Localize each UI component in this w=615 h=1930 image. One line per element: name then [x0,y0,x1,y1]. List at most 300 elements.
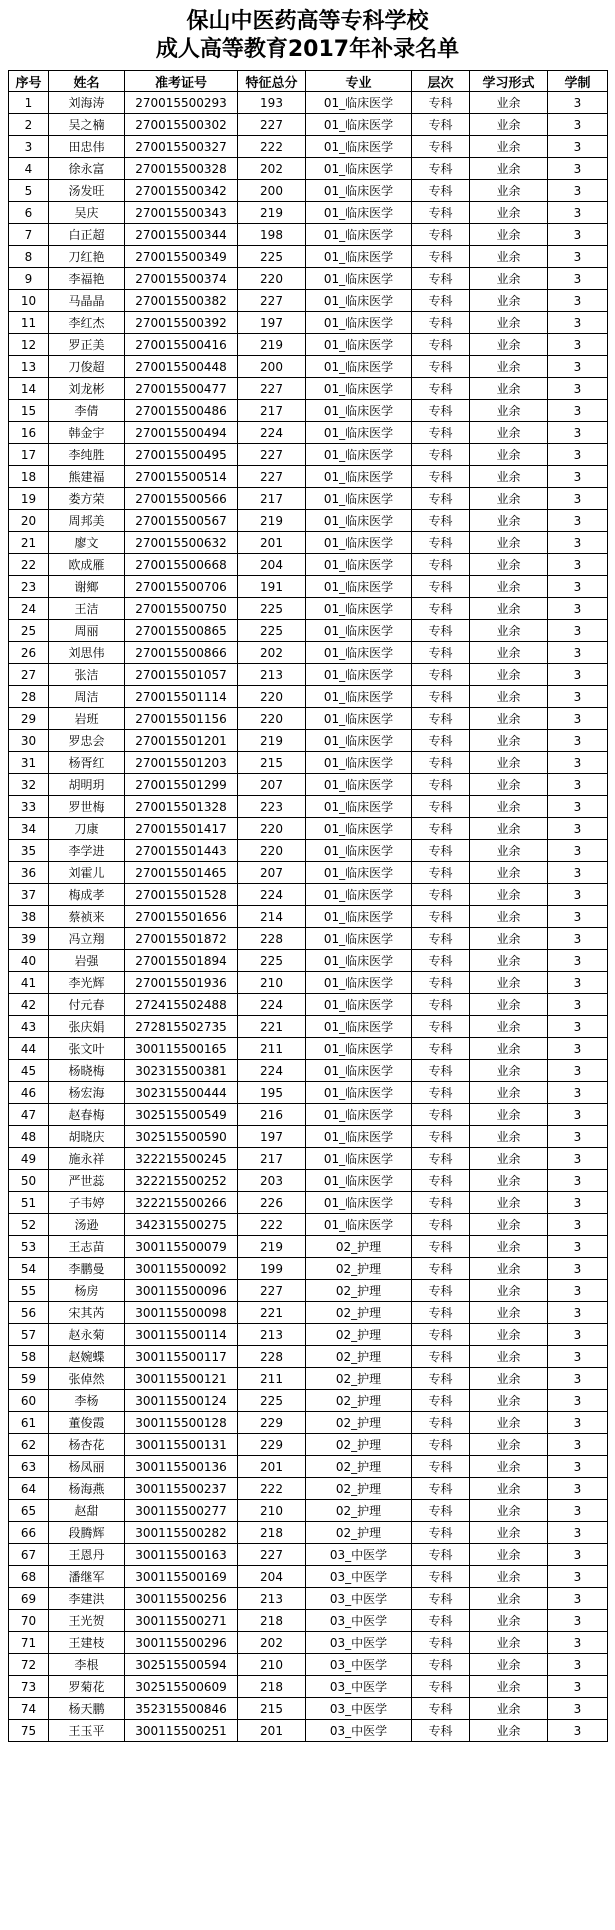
cell-index: 8 [9,246,49,268]
cell-total-score: 224 [238,884,306,906]
cell-level: 专科 [412,1060,470,1082]
cell-total-score: 220 [238,686,306,708]
cell-name: 李杨 [49,1390,125,1412]
cell-name: 李倩 [49,400,125,422]
cell-major: 01_临床医学 [306,1082,412,1104]
cell-exam-number: 270015500632 [125,532,238,554]
cell-index: 28 [9,686,49,708]
cell-total-score: 216 [238,1104,306,1126]
cell-duration: 3 [548,488,608,510]
cell-name: 张文叶 [49,1038,125,1060]
cell-duration: 3 [548,422,608,444]
cell-duration: 3 [548,400,608,422]
cell-total-score: 213 [238,664,306,686]
cell-study-mode: 业余 [470,840,548,862]
cell-level: 专科 [412,950,470,972]
cell-study-mode: 业余 [470,312,548,334]
cell-index: 14 [9,378,49,400]
table-row [9,466,608,488]
cell-major: 02_护理 [306,1236,412,1258]
cell-total-score: 197 [238,1126,306,1148]
cell-name: 赵婉蝶 [49,1346,125,1368]
cell-total-score: 200 [238,180,306,202]
table-header-row [9,71,608,92]
cell-exam-number: 270015501201 [125,730,238,752]
table-row [9,532,608,554]
cell-name: 杨房 [49,1280,125,1302]
cell-duration: 3 [548,1082,608,1104]
cell-major: 01_临床医学 [306,598,412,620]
cell-exam-number: 270015501203 [125,752,238,774]
header-index: 序号 [9,71,49,92]
cell-exam-number: 272815502735 [125,1016,238,1038]
cell-duration: 3 [548,1170,608,1192]
cell-index: 25 [9,620,49,642]
cell-total-score: 202 [238,1632,306,1654]
cell-index: 31 [9,752,49,774]
table-row [9,598,608,620]
cell-duration: 3 [548,1632,608,1654]
cell-exam-number: 270015500477 [125,378,238,400]
cell-duration: 3 [548,928,608,950]
cell-total-score: 202 [238,642,306,664]
cell-major: 01_临床医学 [306,202,412,224]
table-row [9,1192,608,1214]
cell-level: 专科 [412,1126,470,1148]
cell-study-mode: 业余 [470,180,548,202]
cell-level: 专科 [412,268,470,290]
cell-study-mode: 业余 [470,950,548,972]
cell-total-score: 207 [238,774,306,796]
header-major: 专业 [306,71,412,92]
cell-total-score: 222 [238,136,306,158]
cell-index: 47 [9,1104,49,1126]
cell-major: 01_临床医学 [306,1126,412,1148]
cell-level: 专科 [412,1434,470,1456]
cell-exam-number: 270015500328 [125,158,238,180]
cell-level: 专科 [412,312,470,334]
cell-total-score: 227 [238,466,306,488]
cell-duration: 3 [548,1698,608,1720]
table-row [9,1522,608,1544]
cell-major: 01_临床医学 [306,840,412,862]
cell-level: 专科 [412,1676,470,1698]
cell-duration: 3 [548,730,608,752]
table-row [9,1478,608,1500]
cell-name: 赵春梅 [49,1104,125,1126]
cell-total-score: 218 [238,1676,306,1698]
cell-exam-number: 300115500165 [125,1038,238,1060]
cell-study-mode: 业余 [470,136,548,158]
cell-study-mode: 业余 [470,1412,548,1434]
cell-major: 01_临床医学 [306,532,412,554]
cell-total-score: 204 [238,1566,306,1588]
cell-study-mode: 业余 [470,158,548,180]
cell-exam-number: 300115500092 [125,1258,238,1280]
cell-index: 24 [9,598,49,620]
cell-exam-number: 300115500251 [125,1720,238,1742]
table-row [9,488,608,510]
cell-duration: 3 [548,1280,608,1302]
table-row [9,686,608,708]
cell-name: 白正超 [49,224,125,246]
cell-level: 专科 [412,1016,470,1038]
cell-exam-number: 270015500514 [125,466,238,488]
cell-exam-number: 270015501417 [125,818,238,840]
cell-index: 38 [9,906,49,928]
cell-duration: 3 [548,906,608,928]
cell-duration: 3 [548,972,608,994]
cell-name: 李建洪 [49,1588,125,1610]
cell-major: 01_临床医学 [306,136,412,158]
cell-study-mode: 业余 [470,202,548,224]
cell-study-mode: 业余 [470,1060,548,1082]
cell-exam-number: 270015500495 [125,444,238,466]
cell-name: 王志苗 [49,1236,125,1258]
cell-major: 01_临床医学 [306,708,412,730]
cell-exam-number: 270015501114 [125,686,238,708]
cell-study-mode: 业余 [470,444,548,466]
cell-level: 专科 [412,180,470,202]
cell-total-score: 218 [238,1610,306,1632]
cell-duration: 3 [548,554,608,576]
cell-level: 专科 [412,1632,470,1654]
cell-exam-number: 270015501328 [125,796,238,818]
cell-major: 03_中医学 [306,1544,412,1566]
cell-major: 01_临床医学 [306,686,412,708]
cell-duration: 3 [548,444,608,466]
cell-total-score: 229 [238,1434,306,1456]
cell-index: 64 [9,1478,49,1500]
cell-study-mode: 业余 [470,664,548,686]
cell-total-score: 228 [238,928,306,950]
cell-study-mode: 业余 [470,620,548,642]
cell-exam-number: 270015501443 [125,840,238,862]
cell-level: 专科 [412,1324,470,1346]
cell-exam-number: 270015501894 [125,950,238,972]
cell-index: 40 [9,950,49,972]
cell-exam-number: 270015500327 [125,136,238,158]
table-row [9,1038,608,1060]
cell-duration: 3 [548,1126,608,1148]
cell-exam-number: 300115500277 [125,1500,238,1522]
cell-name: 周邦美 [49,510,125,532]
table-row [9,422,608,444]
cell-total-score: 227 [238,444,306,466]
cell-name: 蔡祯来 [49,906,125,928]
cell-duration: 3 [548,950,608,972]
cell-exam-number: 300115500121 [125,1368,238,1390]
cell-level: 专科 [412,1082,470,1104]
cell-index: 16 [9,422,49,444]
cell-duration: 3 [548,1654,608,1676]
cell-name: 吴庆 [49,202,125,224]
cell-level: 专科 [412,1258,470,1280]
cell-name: 王玉平 [49,1720,125,1742]
cell-major: 01_临床医学 [306,752,412,774]
table-row [9,1500,608,1522]
cell-level: 专科 [412,664,470,686]
cell-exam-number: 270015500344 [125,224,238,246]
cell-name: 杨胥红 [49,752,125,774]
cell-name: 王光贺 [49,1610,125,1632]
cell-major: 01_临床医学 [306,114,412,136]
cell-total-score: 213 [238,1588,306,1610]
cell-name: 吴之楠 [49,114,125,136]
cell-study-mode: 业余 [470,1148,548,1170]
cell-index: 13 [9,356,49,378]
cell-duration: 3 [548,92,608,114]
cell-major: 02_护理 [306,1522,412,1544]
cell-level: 专科 [412,158,470,180]
cell-index: 55 [9,1280,49,1302]
cell-duration: 3 [548,862,608,884]
cell-major: 01_临床医学 [306,774,412,796]
cell-total-score: 223 [238,796,306,818]
cell-level: 专科 [412,202,470,224]
cell-name: 张倬然 [49,1368,125,1390]
cell-major: 01_临床医学 [306,642,412,664]
cell-study-mode: 业余 [470,1016,548,1038]
header-name: 姓名 [49,71,125,92]
cell-level: 专科 [412,1148,470,1170]
cell-duration: 3 [548,840,608,862]
cell-exam-number: 322215500266 [125,1192,238,1214]
cell-level: 专科 [412,400,470,422]
cell-index: 2 [9,114,49,136]
cell-level: 专科 [412,1346,470,1368]
table-row [9,1610,608,1632]
cell-duration: 3 [548,1544,608,1566]
cell-duration: 3 [548,158,608,180]
cell-index: 75 [9,1720,49,1742]
cell-total-score: 204 [238,554,306,576]
cell-exam-number: 342315500275 [125,1214,238,1236]
cell-level: 专科 [412,444,470,466]
cell-index: 53 [9,1236,49,1258]
cell-exam-number: 270015500342 [125,180,238,202]
cell-study-mode: 业余 [470,818,548,840]
cell-name: 董俊霞 [49,1412,125,1434]
cell-study-mode: 业余 [470,906,548,928]
cell-study-mode: 业余 [470,1610,548,1632]
cell-major: 02_护理 [306,1412,412,1434]
cell-index: 30 [9,730,49,752]
cell-name: 徐永富 [49,158,125,180]
cell-level: 专科 [412,1522,470,1544]
cell-duration: 3 [548,1434,608,1456]
cell-major: 01_临床医学 [306,1104,412,1126]
table-row [9,1060,608,1082]
cell-study-mode: 业余 [470,1522,548,1544]
cell-major: 02_护理 [306,1324,412,1346]
cell-total-score: 222 [238,1478,306,1500]
cell-exam-number: 270015500302 [125,114,238,136]
cell-level: 专科 [412,224,470,246]
cell-exam-number: 300115500117 [125,1346,238,1368]
cell-total-score: 200 [238,356,306,378]
cell-major: 01_临床医学 [306,92,412,114]
cell-level: 专科 [412,730,470,752]
cell-major: 01_临床医学 [306,312,412,334]
cell-exam-number: 270015500750 [125,598,238,620]
cell-major: 01_临床医学 [306,1148,412,1170]
cell-name: 罗忠会 [49,730,125,752]
cell-level: 专科 [412,1500,470,1522]
cell-total-score: 221 [238,1016,306,1038]
cell-study-mode: 业余 [470,796,548,818]
cell-total-score: 227 [238,290,306,312]
cell-exam-number: 300115500282 [125,1522,238,1544]
cell-name: 罗菊花 [49,1676,125,1698]
cell-level: 专科 [412,1104,470,1126]
cell-exam-number: 300115500256 [125,1588,238,1610]
cell-duration: 3 [548,114,608,136]
cell-name: 杨晓梅 [49,1060,125,1082]
cell-level: 专科 [412,334,470,356]
cell-total-score: 210 [238,1654,306,1676]
cell-major: 02_护理 [306,1280,412,1302]
table-row [9,136,608,158]
cell-duration: 3 [548,1456,608,1478]
cell-major: 01_临床医学 [306,466,412,488]
cell-study-mode: 业余 [470,114,548,136]
cell-name: 冯立翔 [49,928,125,950]
cell-index: 54 [9,1258,49,1280]
table-row [9,1390,608,1412]
cell-name: 梅成孝 [49,884,125,906]
cell-name: 欧成雁 [49,554,125,576]
cell-major: 01_临床医学 [306,290,412,312]
cell-total-score: 225 [238,246,306,268]
cell-name: 施永祥 [49,1148,125,1170]
cell-level: 专科 [412,1654,470,1676]
cell-exam-number: 272415502488 [125,994,238,1016]
cell-index: 60 [9,1390,49,1412]
cell-study-mode: 业余 [470,488,548,510]
cell-exam-number: 300115500296 [125,1632,238,1654]
cell-major: 01_临床医学 [306,488,412,510]
table-row [9,356,608,378]
cell-study-mode: 业余 [470,1434,548,1456]
cell-study-mode: 业余 [470,598,548,620]
table-row [9,1456,608,1478]
cell-major: 01_临床医学 [306,246,412,268]
cell-major: 01_临床医学 [306,422,412,444]
cell-name: 胡晓庆 [49,1126,125,1148]
cell-index: 67 [9,1544,49,1566]
cell-name: 刘海涛 [49,92,125,114]
cell-study-mode: 业余 [470,862,548,884]
cell-total-score: 220 [238,708,306,730]
cell-name: 刘霍儿 [49,862,125,884]
cell-level: 专科 [412,752,470,774]
cell-duration: 3 [548,246,608,268]
cell-level: 专科 [412,554,470,576]
cell-study-mode: 业余 [470,994,548,1016]
cell-index: 33 [9,796,49,818]
cell-index: 63 [9,1456,49,1478]
cell-index: 3 [9,136,49,158]
cell-name: 岩班 [49,708,125,730]
cell-study-mode: 业余 [470,400,548,422]
cell-name: 王洁 [49,598,125,620]
cell-study-mode: 业余 [470,532,548,554]
cell-duration: 3 [548,312,608,334]
cell-level: 专科 [412,1720,470,1742]
table-row [9,1676,608,1698]
cell-total-score: 213 [238,1324,306,1346]
cell-total-score: 217 [238,400,306,422]
cell-total-score: 191 [238,576,306,598]
cell-duration: 3 [548,1720,608,1742]
cell-name: 赵甜 [49,1500,125,1522]
table-row [9,1104,608,1126]
cell-name: 罗世梅 [49,796,125,818]
cell-index: 29 [9,708,49,730]
cell-major: 01_临床医学 [306,1060,412,1082]
cell-exam-number: 270015501872 [125,928,238,950]
cell-major: 01_临床医学 [306,972,412,994]
cell-level: 专科 [412,818,470,840]
cell-level: 专科 [412,1302,470,1324]
cell-index: 36 [9,862,49,884]
cell-major: 01_临床医学 [306,510,412,532]
cell-duration: 3 [548,180,608,202]
cell-index: 19 [9,488,49,510]
cell-major: 01_临床医学 [306,950,412,972]
cell-total-score: 203 [238,1170,306,1192]
cell-name: 周洁 [49,686,125,708]
cell-total-score: 210 [238,972,306,994]
cell-index: 59 [9,1368,49,1390]
cell-major: 01_临床医学 [306,224,412,246]
cell-total-score: 211 [238,1038,306,1060]
cell-name: 李福艳 [49,268,125,290]
cell-level: 专科 [412,708,470,730]
cell-duration: 3 [548,356,608,378]
cell-duration: 3 [548,1324,608,1346]
cell-index: 1 [9,92,49,114]
cell-major: 01_临床医学 [306,576,412,598]
cell-total-score: 215 [238,752,306,774]
cell-exam-number: 302315500444 [125,1082,238,1104]
cell-index: 49 [9,1148,49,1170]
cell-major: 01_临床医学 [306,620,412,642]
cell-total-score: 201 [238,532,306,554]
cell-study-mode: 业余 [470,466,548,488]
table-row [9,1258,608,1280]
table-row [9,1236,608,1258]
cell-study-mode: 业余 [470,1038,548,1060]
cell-duration: 3 [548,1302,608,1324]
cell-study-mode: 业余 [470,730,548,752]
cell-duration: 3 [548,290,608,312]
cell-duration: 3 [548,686,608,708]
cell-major: 01_临床医学 [306,664,412,686]
cell-name: 汤逊 [49,1214,125,1236]
cell-level: 专科 [412,620,470,642]
cell-duration: 3 [548,664,608,686]
cell-study-mode: 业余 [470,972,548,994]
header-level: 层次 [412,71,470,92]
table-row [9,1698,608,1720]
table-row [9,1632,608,1654]
table-row [9,906,608,928]
cell-duration: 3 [548,1104,608,1126]
cell-level: 专科 [412,1214,470,1236]
table-row [9,554,608,576]
